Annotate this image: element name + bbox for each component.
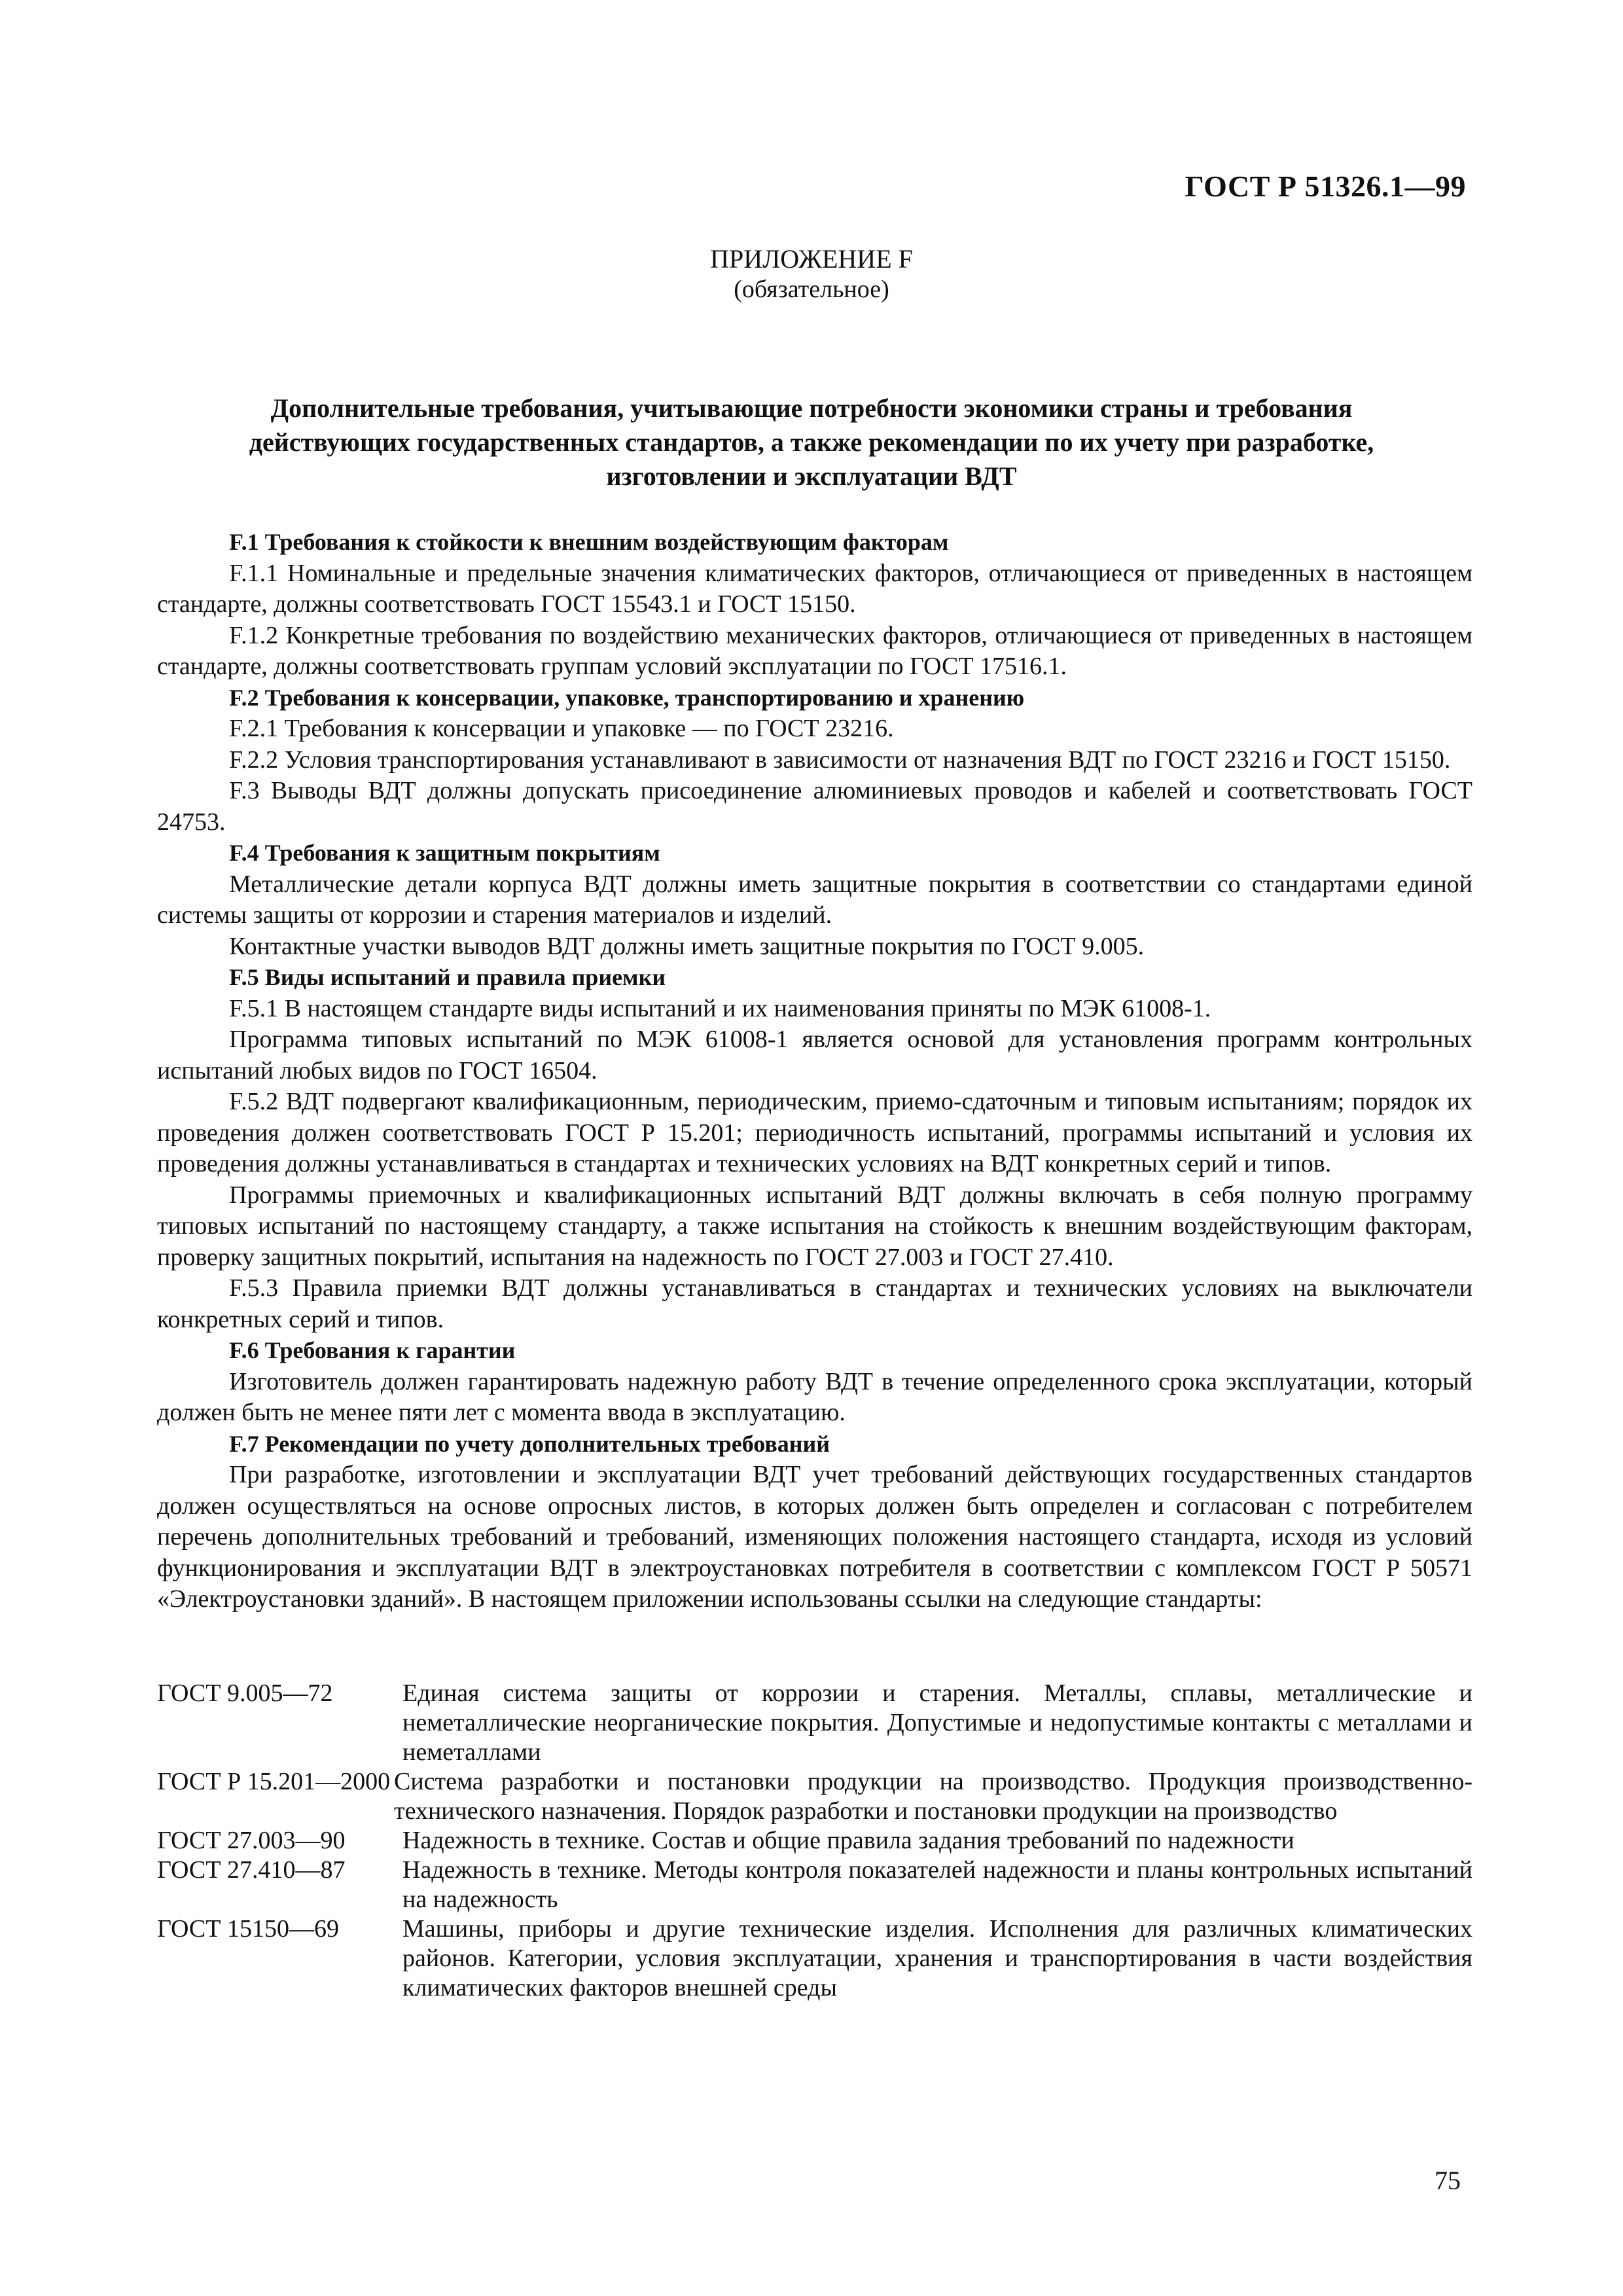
reference-code: ГОСТ 27.410—87	[157, 1856, 346, 1884]
section-title-line: Дополнительные требования, учитывающие потребности экономики страны и требования	[270, 393, 1353, 423]
subsection-heading: F.1 Требования к стойкости к внешним воздействующим факторам	[229, 529, 949, 555]
reference-code: ГОСТ 27.003—90	[157, 1827, 346, 1854]
paragraph: F.1.1 Номинальные и предельные значения климатических факторов, отличающиеся от приведенных в настоящем стандарте, должны соответствовать ГОСТ 15543.1 и ГОСТ 15150.	[157, 559, 1472, 618]
document-body	[157, 527, 1472, 1615]
paragraph: F.2.1 Требования к консервации и упаковке — по ГОСТ 23216.	[229, 715, 894, 742]
paragraph: F.2.2 Условия транспортирования устанавливают в зависимости от назначения ВДТ по ГОСТ 23216 и ГОСТ 15150.	[229, 745, 1451, 774]
reference-item	[157, 1767, 1472, 1826]
subsection-heading: F.2 Требования к консервации, упаковке, транспортированию и хранению	[229, 684, 1025, 711]
paragraph: F.5.2 ВДТ подвергают квалификационным, периодическим, приемо-сдаточным и типовым испытаниям; порядок их проведения должен соответствовать ГОСТ Р 15.201; периодичность испытаний, программы испытаний и условия их проведения должны устанавливаться в стандартах и технических условиях на ВДТ конкретных серий и типов.	[157, 1088, 1472, 1177]
paragraph: F.3 Выводы ВДТ должны допускать присоединение алюминиевых проводов и кабелей и соответствовать ГОСТ 24753.	[157, 777, 1472, 836]
appendix-subtitle: (обязательное)	[734, 276, 889, 303]
section-title	[170, 391, 1453, 493]
paragraph: Изготовитель должен гарантировать надежную работу ВДТ в течение определенного срока эксплуатации, который должен быть не менее пяти лет с момента ввода в эксплуатацию.	[157, 1367, 1472, 1426]
reference-item	[157, 1914, 1472, 2003]
appendix-title: ПРИЛОЖЕНИЕ F	[710, 244, 913, 274]
reference-item	[157, 1679, 1472, 1767]
section-title-line: действующих государственных стандартов, а также рекомендации по их учету при разработке,	[249, 427, 1374, 457]
reference-code: ГОСТ 9.005—72	[157, 1679, 333, 1707]
reference-list	[157, 1679, 1472, 2003]
paragraph: Контактные участки выводов ВДТ должны иметь защитные покрытия по ГОСТ 9.005.	[229, 932, 1145, 960]
paragraph: F.5.1 В настоящем стандарте виды испытаний и их наименования приняты по МЭК 61008-1.	[229, 994, 1211, 1022]
paragraph: Программа типовых испытаний по МЭК 61008-1 является основой для установления программ контрольных испытаний любых видов по ГОСТ 16504.	[157, 1026, 1472, 1085]
reference-description: Надежность в технике. Методы контроля показателей надежности и планы контрольных испытаний на надежность	[402, 1856, 1472, 1913]
reference-description: Единая система защиты от коррозии и старения. Металлы, сплавы, металлические и неметаллические неорганические покрытия. Допустимые и недопустимые контакты с металлами и неметаллами	[402, 1679, 1472, 1766]
document-number: ГОСТ Р 51326.1—99	[1185, 170, 1466, 203]
section-title-line: изготовлении и эксплуатации ВДТ	[606, 461, 1017, 491]
reference-description: Надежность в технике. Состав и общие правила задания требований по надежности	[402, 1827, 1294, 1854]
reference-description: Система разработки и постановки продукции на производство. Продукция производственно-технического назначения. Порядок разработки и постановки продукции на производство	[394, 1768, 1472, 1825]
paragraph: Металлические детали корпуса ВДТ должны иметь защитные покрытия в соответствии со стандартами единой системы защиты от коррозии и старения материалов и изделий.	[157, 870, 1472, 929]
reference-code: ГОСТ Р 15.201—2000	[157, 1768, 391, 1795]
paragraph: При разработке, изготовлении и эксплуатации ВДТ учет требований действующих государственных стандартов должен осуществляться на основе опросных листов, в которых должен быть определен и согласован с потребителем перечень дополнительных требований и требований, изменяющих положения настоящего стандарта, исходя из условий функционирования и эксплуатации ВДТ в электроустановках потребителя в соответствии с комплексом ГОСТ Р 50571 «Электроустановки зданий». В настоящем приложении использованы ссылки на следующие стандарты:	[157, 1461, 1472, 1613]
subsection-heading: F.5 Виды испытаний и правила приемки	[229, 964, 666, 990]
subsection-heading: F.4 Требования к защитным покрытиям	[229, 840, 660, 866]
reference-item	[157, 1856, 1472, 1914]
reference-item	[157, 1826, 1472, 1856]
page-number: 75	[1435, 2166, 1461, 2195]
paragraph: F.1.2 Конкретные требования по воздействию механических факторов, отличающиеся от приведенных в настоящем стандарте, должны соответствовать группам условий эксплуатации по ГОСТ 17516.1.	[157, 621, 1472, 680]
reference-code: ГОСТ 15150—69	[157, 1915, 339, 1943]
subsection-heading: F.6 Требования к гарантии	[229, 1337, 516, 1363]
paragraph: Программы приемочных и квалификационных испытаний ВДТ должны включать в себя полную программу типовых испытаний по настоящему стандарту, а также испытания на стойкость к внешним воздействующим факторам, проверку защитных покрытий, испытания на надежность по ГОСТ 27.003 и ГОСТ 27.410.	[157, 1181, 1472, 1271]
reference-description: Машины, приборы и другие технические изделия. Исполнения для различных климатических районов. Категории, условия эксплуатации, хранения и транспортирования в части воздействия климатических факторов внешней среды	[402, 1915, 1472, 2001]
subsection-heading: F.7 Рекомендации по учету дополнительных требований	[229, 1430, 830, 1457]
paragraph: F.5.3 Правила приемки ВДТ должны устанавливаться в стандартах и технических условиях на выключатели конкретных серий и типов.	[157, 1274, 1472, 1333]
